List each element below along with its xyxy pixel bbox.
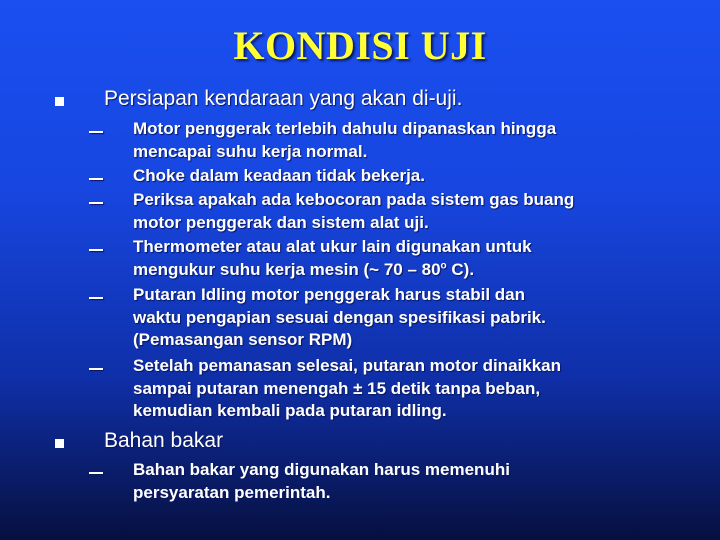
square-bullet-icon: [55, 439, 64, 448]
list-item: [133, 355, 693, 423]
list-item-line: Periksa apakah ada kebocoran pada sistem gas buang: [133, 190, 575, 209]
temperature-text: mengukur suhu kerja mesin (~ 70 – 80: [133, 259, 441, 279]
list-item-line: motor penggerak dan sistem alat uji.: [133, 212, 429, 232]
degree-sign: o: [440, 259, 447, 271]
list-item: [133, 236, 693, 281]
list-item-line: [133, 259, 693, 282]
dash-bullet-icon: [89, 297, 103, 299]
list-item-line: waktu pengapian sesuai dengan spesifikasi pabrik.: [133, 307, 546, 327]
section-heading: Persiapan kendaraan yang akan di-uji.: [104, 87, 463, 110]
list-item: [133, 165, 693, 188]
dash-bullet-icon: [89, 472, 103, 474]
slide-title: KONDISI UJI: [233, 23, 487, 68]
list-item-line: Thermometer atau alat ukur lain digunakan untuk: [133, 237, 532, 256]
dash-bullet-icon: [89, 131, 103, 133]
temperature-unit: C).: [446, 259, 475, 279]
list-item-line: Motor penggerak terlebih dahulu dipanaskan hingga: [133, 119, 557, 138]
list-item-line: sampai putaran menengah ± 15 detik tanpa beban,: [133, 378, 541, 398]
list-item-line: Bahan bakar yang digunakan harus memenuhi: [133, 460, 510, 479]
list-item-line: (Pemasangan sensor RPM): [133, 330, 353, 349]
square-bullet-icon: [55, 97, 64, 106]
list-item-line: Choke dalam keadaan tidak bekerja.: [133, 166, 425, 185]
list-item-line: persyaratan pemerintah.: [133, 482, 331, 502]
list-item-line: mencapai suhu kerja normal.: [133, 141, 368, 161]
list-item-line: Setelah pemanasan selesai, putaran motor dinaikkan: [133, 356, 561, 375]
list-item: [133, 284, 693, 352]
list-item: [133, 189, 693, 234]
section-heading: Bahan bakar: [104, 429, 224, 452]
dash-bullet-icon: [89, 202, 103, 204]
dash-bullet-icon: [89, 178, 103, 180]
list-item-line: kemudian kembali pada putaran idling.: [133, 401, 447, 420]
dash-bullet-icon: [89, 368, 103, 370]
list-item-line: Putaran Idling motor penggerak harus stabil dan: [133, 285, 526, 304]
dash-bullet-icon: [89, 249, 103, 251]
list-item: [133, 118, 693, 163]
list-item: [133, 459, 693, 504]
